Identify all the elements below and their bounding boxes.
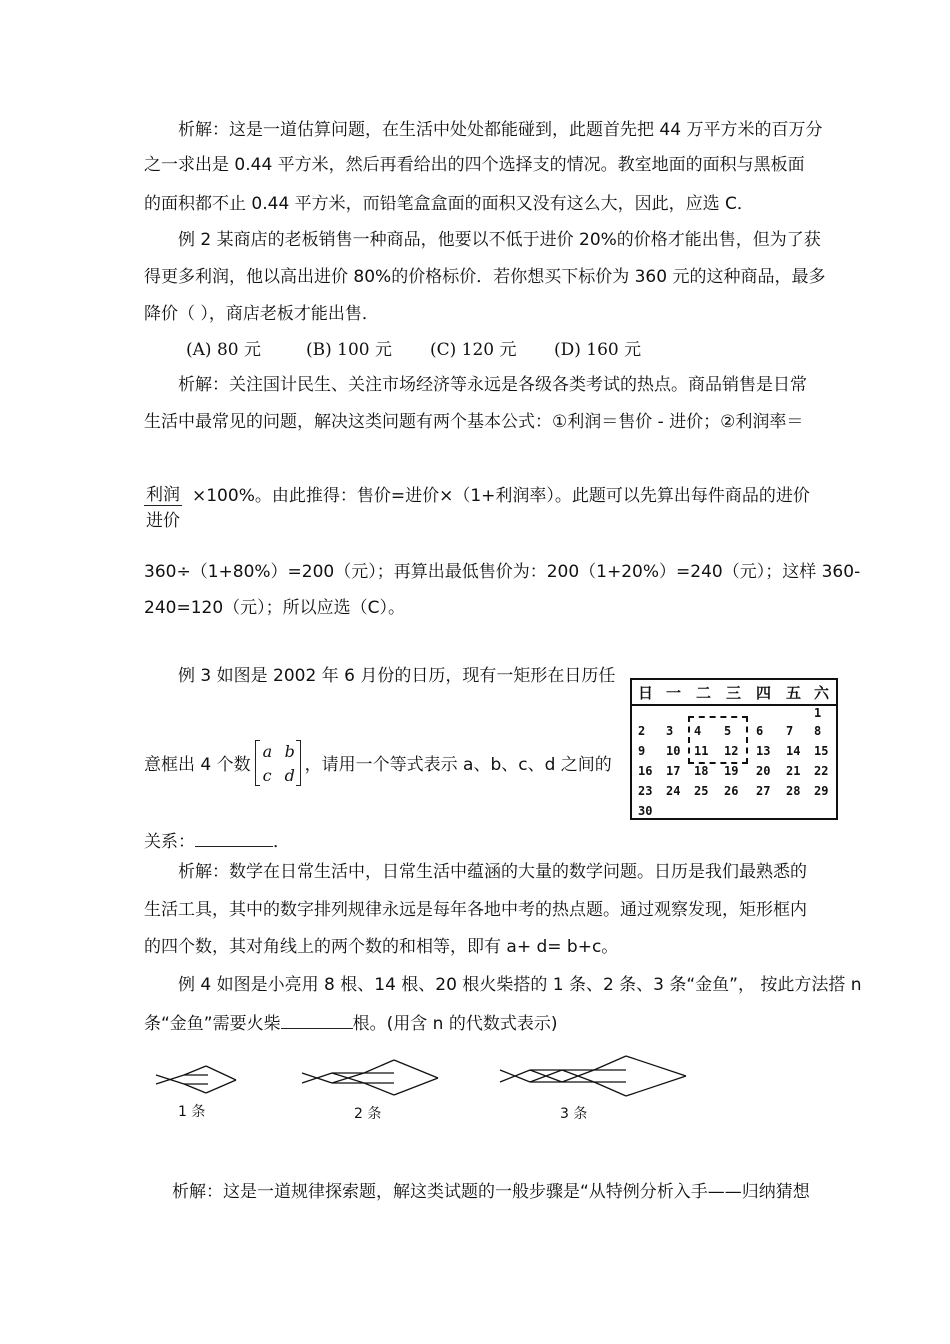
calendar-day: 6 [756, 724, 764, 738]
calendar-header-cell: 四 [756, 684, 772, 702]
analysis-2-text: 生活中最常见的问题，解决这类问题有两个基本公式：①利润＝售价 - 进价；②利润率＝ [144, 412, 804, 432]
calendar-header [632, 680, 836, 706]
paragraph-line: 之一求出是 0.44 平方米，然后再看给出的四个选择支的情况。教室地面的面积与黑板面 [144, 155, 805, 175]
calendar-day: 3 [666, 724, 674, 738]
matrix-d: d [284, 766, 295, 785]
example-4-text: 例 4 如图是小亮用 8 根、14 根、20 根火柴搭的 1 条、2 条、3 条“金鱼”， 按此方法搭 n [178, 975, 862, 995]
example-4-text-a: 条“金鱼”需要火柴 [144, 1014, 281, 1034]
option-c: (C) 120 元 [430, 340, 517, 360]
calendar-day: 8 [814, 724, 822, 738]
analysis-3-text: 的四个数，其对角线上的两个数的和相等，即有 a+ d= b+c。 [144, 937, 619, 957]
calendar-day: 5 [724, 724, 732, 738]
fish-figures [150, 1050, 700, 1110]
calendar-day: 25 [694, 784, 709, 798]
fish-label-2: 2 条 [354, 1106, 382, 1122]
calendar-day: 11 [694, 744, 709, 758]
fraction-numerator: 利润 [144, 480, 182, 506]
answer-blank [281, 1014, 353, 1029]
calendar-header-cell: 二 [696, 684, 712, 702]
calendar-header-cell: 三 [726, 684, 742, 702]
calendar-day: 14 [786, 744, 801, 758]
calendar-day: 29 [814, 784, 829, 798]
option-a: (A) 80 元 [186, 340, 261, 360]
example-4-text-b: 根。(用含 n 的代数式表示) [352, 1014, 558, 1034]
calendar-day: 20 [756, 764, 771, 778]
calendar-day: 27 [756, 784, 771, 798]
matrix-c: c [262, 766, 272, 785]
analysis-3-text: 析解：数学在日常生活中，日常生活中蕴涵的大量的数学问题。日历是我们最熟悉的 [178, 862, 807, 882]
relation-end: ． [273, 832, 290, 852]
calendar-day: 1 [814, 706, 822, 720]
calendar-day: 22 [814, 764, 829, 778]
matrix-abcd [255, 738, 301, 788]
paragraph-line: 的面积都不止 0.44 平方米，而铅笔盒盒面的面积又没有这么大，因此，应选 C． [144, 194, 754, 214]
analysis-2-text: 240=120（元）；所以应选（C）。 [144, 598, 406, 618]
analysis-3-text: 生活工具，其中的数字排列规律永远是每年各地中考的热点题。通过观察发现，矩形框内 [144, 900, 807, 920]
fish-3 [500, 1056, 686, 1096]
calendar-day: 13 [756, 744, 771, 758]
calendar-header-cell: 日 [638, 684, 654, 702]
analysis-2-text: 360÷（1+80%）=200（元）；再算出最低售价为：200（1+20%）=240（元）；这样 360- [144, 562, 861, 582]
calendar-day: 28 [786, 784, 801, 798]
relation-label: 关系： [144, 832, 195, 852]
fish-2 [302, 1060, 438, 1095]
calendar-day: 4 [694, 724, 702, 738]
calendar-day: 7 [786, 724, 794, 738]
calendar-day: 15 [814, 744, 829, 758]
fish-label-1: 1 条 [178, 1104, 206, 1120]
analysis-4-text: 析解：这是一道规律探索题，解这类试题的一般步骤是“从特例分析入手——归纳猜想 [172, 1182, 810, 1202]
calendar-day: 12 [724, 744, 739, 758]
example-3-answer-line [144, 830, 290, 854]
calendar-day: 30 [638, 804, 653, 818]
option-d: (D) 160 元 [554, 340, 642, 360]
calendar-day: 21 [786, 764, 801, 778]
calendar-header-cell: 一 [666, 684, 682, 702]
calendar-day: 23 [638, 784, 653, 798]
fraction-denominator: 进价 [146, 511, 180, 531]
calendar-day: 17 [666, 764, 681, 778]
calendar-day: 10 [666, 744, 681, 758]
matrix-b: b [284, 742, 295, 761]
example-3-text-b: ，请用一个等式表示 a、b、c、d 之间的 [304, 755, 612, 775]
analysis-2-text: ×100%。由此推得：售价=进价×（1+利润率）。此题可以先算出每件商品的进价 [192, 486, 810, 506]
paragraph-line: 析解：这是一道估算问题，在生活中处处都能碰到，此题首先把 44 万平方米的百万分 [178, 120, 823, 140]
calendar-header-cell: 五 [786, 684, 802, 702]
example-4-text [144, 1012, 557, 1036]
calendar-day: 18 [694, 764, 709, 778]
answer-blank [195, 832, 273, 847]
fish-1 [156, 1066, 236, 1093]
calendar-day: 24 [666, 784, 681, 798]
calendar-day: 16 [638, 764, 653, 778]
example-2-text: 例 2 某商店的老板销售一种商品，他要以不低于进价 20%的价格才能出售，但为了获 [178, 230, 821, 250]
fraction-profit-over-cost [144, 480, 182, 531]
calendar-day: 26 [724, 784, 739, 798]
example-3-text-a: 意框出 4 个数 [144, 755, 251, 775]
matrix-a: a [262, 742, 273, 761]
option-b: (B) 100 元 [306, 340, 393, 360]
example-2-text: 降价（ ），商店老板才能出售． [144, 304, 379, 324]
example-3-text: 例 3 如图是 2002 年 6 月份的日历，现有一矩形在日历任 [178, 666, 616, 686]
example-3-text [144, 740, 612, 790]
fish-label-3: 3 条 [560, 1106, 588, 1122]
analysis-2-text: 析解：关注国计民生、关注市场经济等永远是各级各类考试的热点。商品销售是日常 [178, 375, 807, 395]
calendar-day: 9 [638, 744, 646, 758]
calendar-day: 2 [638, 724, 646, 738]
calendar-june-2002 [630, 678, 838, 820]
calendar-header-cell: 六 [814, 684, 830, 702]
example-2-text: 得更多利润，他以高出进价 80%的价格标价．若你想买下标价为 360 元的这种商品，最多 [144, 267, 826, 287]
calendar-day: 19 [724, 764, 739, 778]
